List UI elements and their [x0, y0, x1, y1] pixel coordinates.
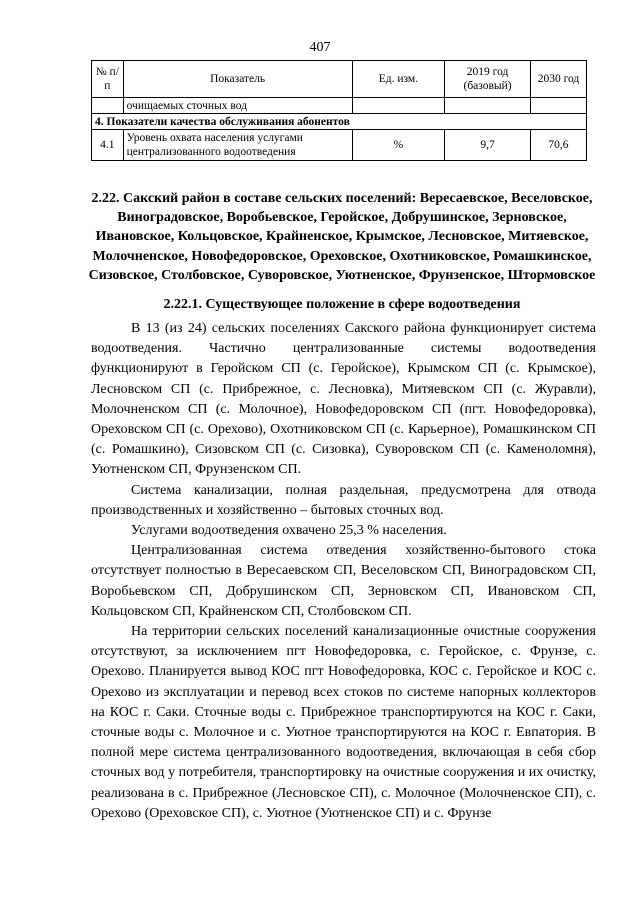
row-indicator: Уровень охвата населения услугами централизованного водоотведения [123, 130, 352, 161]
paragraph: На территории сельских поселений канализационные очистные сооружения отсутствуют, за исключением пгт Новофедоровка, с. Геройское, с. Фрунзе, с. Орехово. Планируется вывод КОС пгт Новофедоровка, КОС с. Геройское и КОС с. Орехово из эксплуатации и перевод всех стоков по системе напорных коллекторов на КОС г. Саки. Сточные воды с. Прибрежное транспортируются на КОС г. Саки, сточные воды с. Молочное и с. Уютное транспортируются на КОС г. Евпатория. В полной мере система централизованного водоотведения, включающая в себя сбор сточных вод у потребителя, транспортировку на очистные сооружения и их очистку, реализована в с. Прибрежное (Лесновское СП), с. Молочное (Молочненское СП), с. Орехово (Ореховское СП), с. Уютное (Уютненское СП) и с. Фрунзе [91, 624, 596, 821]
body-text [91, 319, 596, 824]
header-num: № п/п [92, 61, 124, 98]
row-value-2019: 9,7 [445, 130, 531, 161]
table-section-row [92, 114, 587, 130]
paragraph: В 13 (из 24) сельских поселениях Сакского района функционирует система водоотведения. Частично централизованные системы водоотведения функционируют в Геройском СП (с. Геройское), Крымском СП (с. Крымское), Лесновском СП (с. Прибрежное, с. Лесновка), Митяевском СП (с. Журавли), Молочненском СП (с. Молочное), Новофедоровском СП (пгт. Новофедоровка), Ореховском СП (с. Орехово), Охотниковском СП (с. Карьерное), Ромашкинском СП (с. Ромашкино), Сизовском СП (с. Сизовка), Суворовском СП (с. Каменоломня), Уютненском СП, Фрунзенском СП. [91, 321, 596, 478]
subsection-heading: 2.22.1. Существующее положение в сфере водоотведения [163, 297, 521, 312]
table-header-row [92, 61, 587, 98]
continuation-cell: очищаемых сточных вод [123, 98, 352, 114]
row-value-2030: 70,6 [530, 130, 586, 161]
paragraph: Услугами водоотведения охвачено 25,3 % населения. [131, 523, 447, 539]
table-row [92, 130, 587, 161]
header-unit: Ед. изм. [352, 61, 445, 98]
section-heading: 2.22. Сакский район в составе сельских поселений: Вересаевское, Веселовское, Виноградовское, Воробьевское, Геройское, Добрушинское, Зерновское, Ивановское, Кольцовское, Крайненское, Крымское, Лесновское, Митяевское, Молочненское, Новофедоровское, Ореховское, Охотниковское, Ромашкинское, Сизовское, Столбовское, Суворовское, Уютненское, Фрунзенское, Штормовское [88, 191, 596, 283]
table-row [92, 98, 587, 114]
header-year-2030: 2030 год [530, 61, 586, 98]
indicators-table [91, 60, 587, 161]
row-unit: % [352, 130, 445, 161]
paragraph: Система канализации, полная раздельная, предусмотрена для отвода производственных и хозяйственно – бытовых сточных вод. [91, 482, 596, 518]
paragraph: Централизованная система отведения хозяйственно-бытового стока отсутствует полностью в Вересаевском СП, Веселовском СП, Виноградовском СП, Воробьевском СП, Добрушинском СП, Зерновском СП, Ивановском СП, Кольцовском СП, Крайненском СП, Столбовском СП. [91, 543, 596, 619]
header-indicator: Показатель [123, 61, 352, 98]
header-year-2019: 2019 год (базовый) [445, 61, 531, 98]
row-num: 4.1 [92, 130, 124, 161]
page-number: 407 [309, 40, 331, 55]
section-title: 4. Показатели качества обслуживания абонентов [92, 114, 587, 130]
